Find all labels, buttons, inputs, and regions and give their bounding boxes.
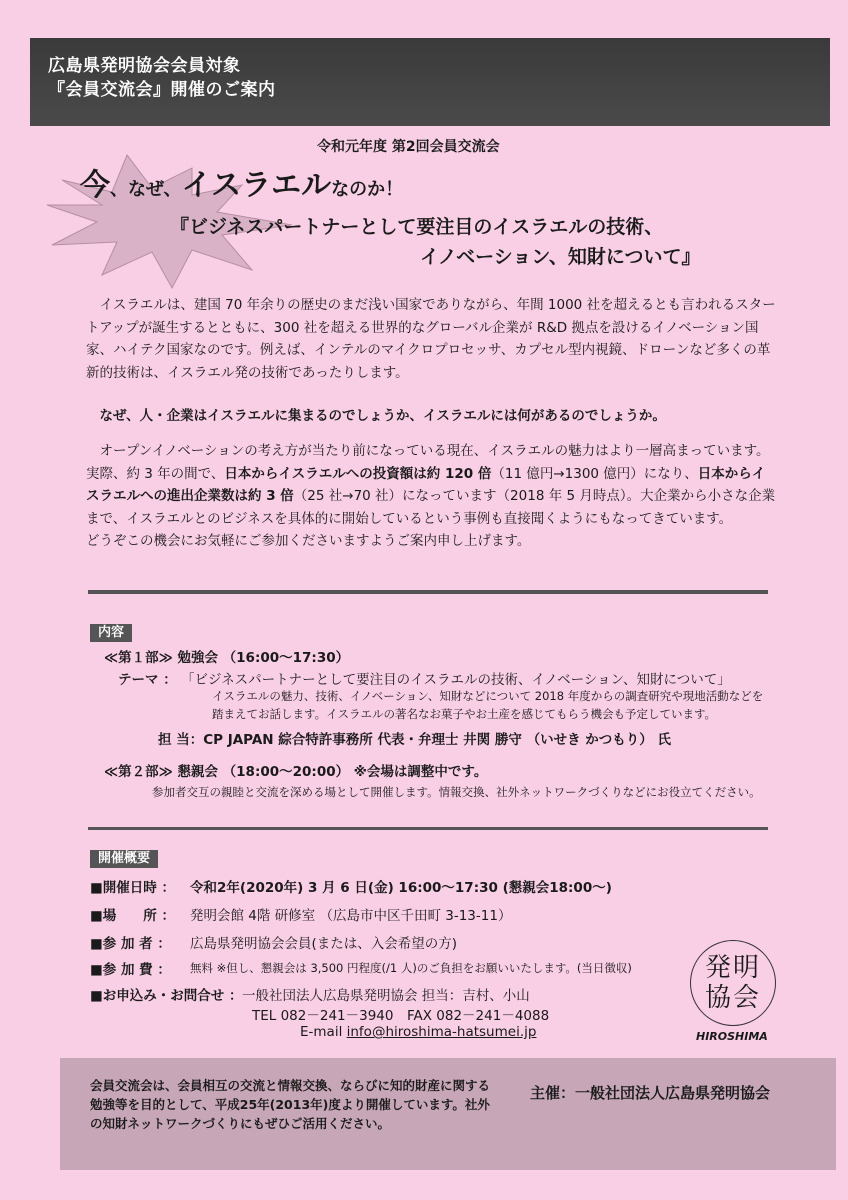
intro-p2-c: （11 億円→1300 億円）になり、 <box>491 465 698 482</box>
part1-title: ≪第１部≫ 勉強会 （16:00～17:30） <box>104 650 350 666</box>
email-link[interactable]: info@hiroshima-hatsumei.jp <box>346 1024 537 1040</box>
header-band <box>30 38 830 126</box>
fee-value: 無料 ※但し、懇親会は 3,500 円程度(/1 人)のご負担をお願いいたします。(当日徴収) <box>190 961 632 975</box>
tel-fax: TEL 082－241－3940 FAX 082－241－4088 <box>252 1008 550 1024</box>
theme-line-2: イノベーション、知財について』 <box>420 246 701 268</box>
headline-question: なのか！ <box>331 179 404 200</box>
overview-tag: 開催概要 <box>90 850 158 868</box>
part2-desc: 参加者交互の親睦と交流を深める場として開催します。情報交換、社外ネットワークづくりなどにお役立てください。 <box>152 785 761 799</box>
seal-text-1: 発明 <box>704 953 761 983</box>
footer-host: 主催：一般社団法人広島県発明協会 <box>530 1084 771 1102</box>
place-value: 発明会館 4階 研修室 （広島市中区千田町 3-13-11） <box>190 908 512 924</box>
intro-p3: どうぞこの機会にお気軽にご参加くださいますようご案内申し上げます。 <box>86 533 531 550</box>
intro-p2-companies: 日本からイスラエルへの進出企業数は約 3 倍 <box>86 465 766 505</box>
theme-text: 「ビジネスパートナーとして要注目のイスラエルの技術、イノベーション、知財について」 <box>181 672 731 688</box>
speaker: 担 当：CP JAPAN 綜合特許事務所 代表・弁理士 井関 勝守 （いせき かつもり） 氏 <box>158 732 671 748</box>
section-divider-2 <box>88 827 768 830</box>
headline-israel: イスラエル <box>181 168 332 203</box>
intro-paragraph-2 <box>86 440 776 553</box>
header-line-2: 『会員交流会』開催のご案内 <box>48 80 276 100</box>
headline-why: 、なぜ、 <box>110 179 182 200</box>
theme-title <box>170 212 730 272</box>
contact-value: 一般社団法人広島県発明協会 担当：吉村、小山 <box>242 988 530 1004</box>
footer-text: 会員交流会は、会員相互の交流と情報交換、ならびに知的財産に関する勉強等を目的として、平成25年(2013年)度より開催しています。社外の知財ネットワークづくりにもぜひご活用ください。 <box>90 1078 491 1131</box>
fee-label: ■参 加 費 ： <box>90 962 171 978</box>
headline <box>80 160 403 204</box>
footer-band <box>60 1058 836 1170</box>
part1-desc-1: イスラエルの魅力、技術、イノベーション、知財などについて 2018 年度からの調査研究や現地活動などを <box>212 689 764 703</box>
date-label: ■開催日時 ： <box>90 880 175 896</box>
place-label: ■場 所 ： <box>90 908 175 924</box>
headline-now: 今 <box>80 168 110 203</box>
email-row <box>300 1024 536 1040</box>
contents-tag: 内容 <box>90 624 132 642</box>
theme-line-1: 『ビジネスパートナーとして要注目のイスラエルの技術、 <box>170 216 664 238</box>
header-line-1: 広島県発明協会会員対象 <box>48 56 241 76</box>
email-label: E-mail <box>300 1024 343 1040</box>
participants-value: 広島県発明協会会員(または、入会希望の方) <box>190 936 458 952</box>
part2-title: ≪第２部≫ 懇親会 （18:00～20:00） ※会場は調整中です。 <box>104 764 488 780</box>
intro-p2-a: オープンイノベーションの考え方が当たり前になっている現在、イスラエルの魅力はより一層高まっています。実際、約 3 年の間で、 <box>86 443 770 482</box>
theme-label: テーマ ： <box>118 672 177 688</box>
intro-p2-e: （25 社→70 社）になっています（2018 年 5 月時点）。大企業から小さな企業まで、イスラエルとのビジネスを具体的に開始しているという事例も直接聞くようにもなってきています。 <box>86 488 776 527</box>
association-seal <box>690 940 776 1026</box>
intro-p2-investment: 日本からイスラエルへの投資額は約 120 倍 <box>224 465 492 482</box>
seal-label: HIROSHIMA <box>696 1030 768 1043</box>
part1-desc-2: 踏まえてお話します。イスラエルの著名なお菓子やお土産を感じてもらう機会も予定しています。 <box>212 707 717 721</box>
theme-row <box>118 668 731 688</box>
date-value: 令和2年(2020年) 3 月 6 日(金) 16:00～17:30 (懇親会18:00～) <box>190 880 612 896</box>
intro-paragraph-1: イスラエルは、建国 70 年余りの歴史のまだ浅い国家でありながら、年間 1000 社を超えるとも言われるスタートアップが誕生するとともに、300 社を超える世界的なグローバル企業が R&D 拠点を設けるイノベーション国家、ハイテク国家なのです。例えば、インテルのマイクロプロセッサ、カプセル型内視鏡、ドローンなど多くの革新的技術は、イスラエル発の技術であったりします。 <box>86 297 776 381</box>
seal-text-2: 協会 <box>704 983 761 1013</box>
intro-question: なぜ、人・企業はイスラエルに集まるのでしょうか、イスラエルには何があるのでしょうか。 <box>99 408 666 424</box>
section-divider <box>88 590 768 594</box>
event-subtitle: 令和元年度 第2回会員交流会 <box>317 139 500 155</box>
participants-label: ■参 加 者 ： <box>90 936 171 952</box>
contact-label: ■お申込み・お問合せ ： <box>90 988 243 1004</box>
